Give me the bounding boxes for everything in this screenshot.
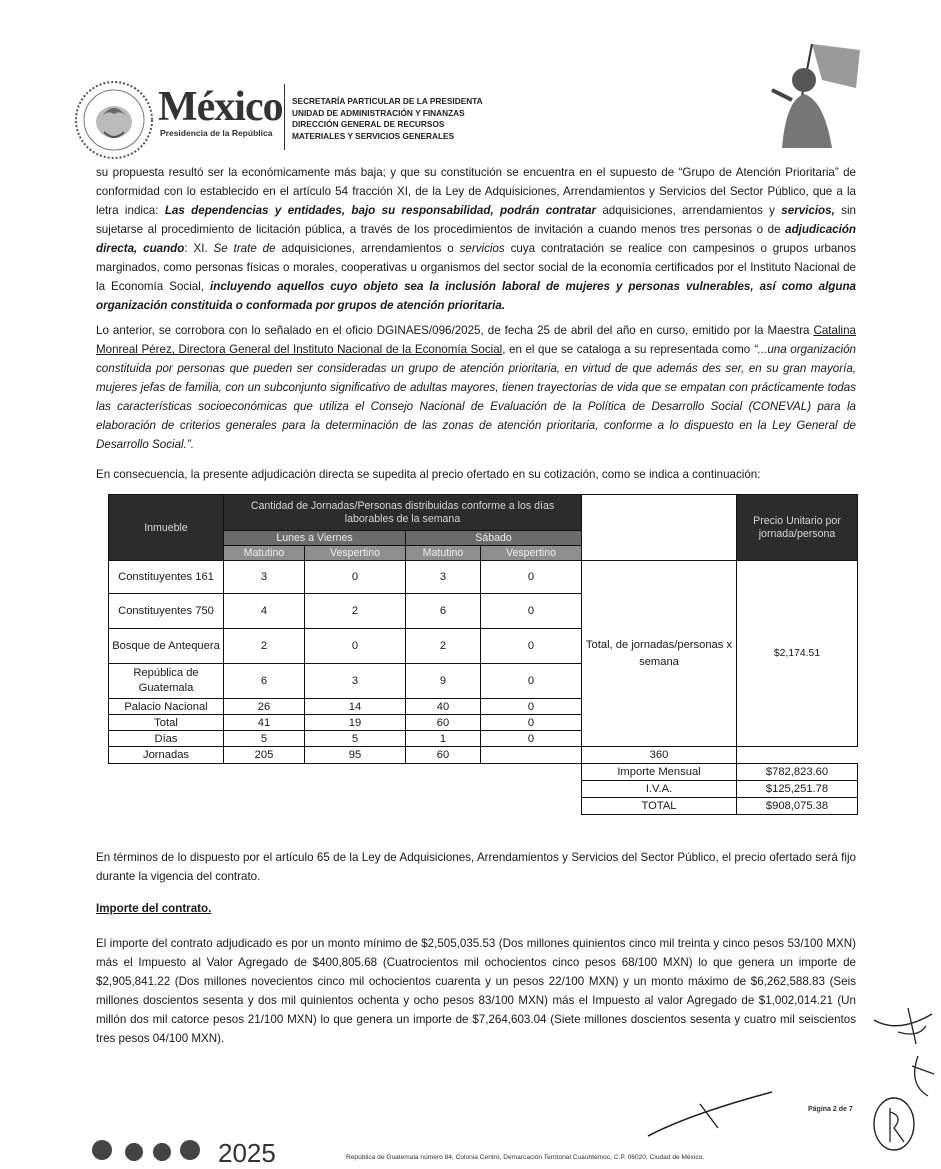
office-line: MATERIALES Y SERVICIOS GENERALES bbox=[292, 130, 455, 141]
text-run: cuya contratación se realice con campesinos o grupos urbanos marginados, como personas físicas o morales, cooperativas u organismos del sector social de la economía certificados por el Instituto Nacional de la Economía Social, bbox=[96, 242, 857, 293]
cell-value: 3 bbox=[305, 664, 406, 699]
cell-value: 0 bbox=[305, 629, 406, 664]
handwritten-initials-icon bbox=[868, 1004, 941, 1158]
section-heading: Importe del contrato. bbox=[96, 902, 212, 915]
cell-inmueble: República de Guatemala bbox=[109, 664, 224, 699]
footer-address: República de Guatemala número 84, Colonia Centro, Demarcación Territorial Cuauhtémoc, C.P. 06020, Ciudad de México. bbox=[346, 1154, 705, 1161]
cell-value: 0 bbox=[481, 594, 582, 629]
paragraph-consequence: En consecuencia, la presente adjudicación directa se supedita al precio ofertado en su cotización, como se indica a continuación: bbox=[96, 468, 761, 481]
cell-value: 9 bbox=[406, 664, 481, 699]
empty-cell bbox=[109, 764, 582, 781]
text-run: servicios bbox=[459, 242, 505, 255]
text-run: Lo anterior, se corrobora con lo señalado en el oficio DGINAES/096/2025, de fecha 25 de abril del año en curso, emitido por la Maestra bbox=[96, 324, 814, 337]
office-line: SECRETARÍA PARTICULAR DE LA PRESIDENTA bbox=[292, 96, 483, 106]
text-run: incluyendo aquellos cuyo objeto sea la inclusión laboral de mujeres y personas vulnerables, así como alguna organización constituida o conformada por grupos de atención prioritaria. bbox=[96, 280, 856, 312]
blank-header-cell bbox=[582, 495, 737, 561]
cell-value: 2 bbox=[305, 594, 406, 629]
cell-value: 60 bbox=[406, 715, 481, 731]
summary-value: $125,251.78 bbox=[737, 781, 858, 798]
text-run: su propuesta resultó ser la económicamente más baja; y que su constitución se encuentra en el supuesto de “Grupo de Atención Prioritaria” de conformidad con lo establecido en el artículo 54 fracción XI, de la Ley de Adquisiciones, Arrendamientos y Servicios del Sector Público, que a la letra indica: bbox=[96, 166, 856, 217]
text-run: adjudicación directa, cuando bbox=[96, 223, 856, 255]
summary-row bbox=[109, 781, 858, 798]
quoted-text: “...una organización constituida por personas que pueden ser consideradas un grupo de atención prioritaria, en virtud de que además des ser, en su gran mayoría, mujeres jefas de familia, con un subconjunto significativo de adultas mayores, tienen trayectorias de vida que se empatan con prácticamente todas las características socioeconómicas que utiliza el Consejo Nacional de Evaluación de la Política de Desarrollo Social (CONEVAL) para la elaboración de criterios generales para la determinación de las zonas de atención prioritaria, conforme a lo dispuesto en la Ley General de Desarrollo Social.”. bbox=[96, 343, 856, 451]
summary-row bbox=[109, 798, 858, 815]
office-line: UNIDAD DE ADMINISTRACIÓN Y FINANZAS bbox=[292, 107, 465, 118]
page-number: Página 2 de 7 bbox=[808, 1106, 853, 1113]
cell-value: 95 bbox=[305, 747, 406, 764]
text-run: Las dependencias y entidades, bajo su responsabilidad, podrán contratar bbox=[164, 204, 596, 217]
cell-value: 14 bbox=[305, 699, 406, 715]
cell-value: 205 bbox=[224, 747, 305, 764]
cell-value: 0 bbox=[481, 664, 582, 699]
paragraph-corroboration bbox=[96, 321, 856, 454]
cell-value: 0 bbox=[481, 715, 582, 731]
col-header-precio: Precio Unitario por jornada/persona bbox=[737, 495, 858, 561]
cell-value: 2 bbox=[224, 629, 305, 664]
cell-total-label: Total, de jornadas/personas x semana bbox=[582, 561, 737, 747]
logo-subtitle: Presidencia de la República bbox=[160, 128, 273, 138]
cell-value: 6 bbox=[224, 664, 305, 699]
cell-value: 0 bbox=[481, 629, 582, 664]
cell-inmueble: Días bbox=[109, 731, 224, 747]
empty-cell bbox=[109, 798, 582, 815]
cell-value: 0 bbox=[481, 731, 582, 747]
cell-value: 26 bbox=[224, 699, 305, 715]
cell-value: 0 bbox=[481, 699, 582, 715]
cell-inmueble: Jornadas bbox=[109, 747, 224, 764]
cell-value: 41 bbox=[224, 715, 305, 731]
col-header-matutino: Matutino bbox=[406, 546, 481, 561]
empty-cell bbox=[109, 781, 582, 798]
cell-value: 6 bbox=[406, 594, 481, 629]
cell-jornadas-total: 360 bbox=[582, 747, 737, 764]
text-run: servicios, bbox=[781, 204, 835, 217]
cell-unit-price: $2,174.51 bbox=[737, 561, 858, 747]
col-header-sabado: Sábado bbox=[406, 531, 582, 546]
cell-inmueble: Total bbox=[109, 715, 224, 731]
text-run: : XI. bbox=[184, 242, 214, 255]
table-row bbox=[109, 561, 858, 594]
text-run: sin sujetarse al procedimiento de licitación pública, a través de los procedimientos de invitación a cuando menos tres personas o de bbox=[96, 204, 856, 236]
empty-cell bbox=[737, 747, 858, 764]
logo-wordmark: México bbox=[158, 84, 283, 130]
text-run: Se trate de bbox=[213, 242, 276, 255]
pricing-table bbox=[108, 494, 858, 815]
paragraph-contract-amount: El importe del contrato adjudicado es por un monto mínimo de $2,505,035.53 (Dos millones quinientos cinco mil treinta y cinco pesos 53/100 MXN) más el Impuesto al Valor Agregado de $400,805.68 (Cuatrocientos mil ochocientos cinco pesos 68/100 MXN) lo que genera un importe de $2,905,841.22 (Dos millones novecientos cinco mil ochocientos cuarenta y un pesos 22/100 MXN) y un monto máximo de $6,262,588.83 (Seis millones doscientos sesenta y dos mil quinientos ochenta y ocho pesos 83/100 MXN) más el Impuesto al valor Agregado de $1,002,014.21 (Un millón dos mil catorce pesos 21/100 MXN) lo que genera un importe de $7,264,603.04 (Siete millones doscientos sesenta y cuatro mil seiscientos tres pesos 04/100 MXN). bbox=[96, 937, 856, 1045]
cell-inmueble: Bosque de Antequera bbox=[109, 629, 224, 664]
col-header-vespertino: Vespertino bbox=[481, 546, 582, 561]
office-name-block bbox=[292, 96, 483, 142]
text-run: , en el que se cataloga a su representada como bbox=[502, 343, 754, 356]
summary-row bbox=[109, 764, 858, 781]
cell-inmueble: Constituyentes 750 bbox=[109, 594, 224, 629]
national-seal-icon bbox=[74, 80, 154, 160]
cell-value: 19 bbox=[305, 715, 406, 731]
summary-value: $782,823.60 bbox=[737, 764, 858, 781]
paragraph-fixed-price: En términos de lo dispuesto por el artículo 65 de la Ley de Adquisiciones, Arrendamientos y Servicios del Sector Público, el precio ofertado será fijo durante la vigencia del contrato. bbox=[96, 851, 856, 883]
text-run: adquisiciones, arrendamientos y bbox=[595, 204, 782, 217]
cell-value: 5 bbox=[305, 731, 406, 747]
text-run: adquisiciones, arrendamientos o bbox=[275, 242, 460, 255]
director-name-underlined: Catalina Monreal Pérez, Directora General del Instituto Nacional de la Economía Social bbox=[96, 324, 856, 356]
col-header-inmueble: Inmueble bbox=[109, 495, 224, 561]
summary-label: Importe Mensual bbox=[582, 764, 737, 781]
cell-value: 5 bbox=[224, 731, 305, 747]
header-divider bbox=[284, 84, 285, 150]
cell-value: 3 bbox=[224, 561, 305, 594]
col-header-lunes: Lunes a Viernes bbox=[224, 531, 406, 546]
cell-value: 4 bbox=[224, 594, 305, 629]
cell-value bbox=[481, 747, 582, 764]
summary-label: TOTAL bbox=[582, 798, 737, 815]
footer-year: 2025 bbox=[218, 1138, 276, 1168]
table-row bbox=[109, 747, 858, 764]
cell-value: 1 bbox=[406, 731, 481, 747]
heroines-footer-icon bbox=[90, 1136, 210, 1162]
cell-value: 40 bbox=[406, 699, 481, 715]
office-line: DIRECCIÓN GENERAL DE RECURSOS bbox=[292, 119, 445, 129]
cell-value: 3 bbox=[406, 561, 481, 594]
cell-value: 60 bbox=[406, 747, 481, 764]
col-header-cantidad: Cantidad de Jornadas/Personas distribuidas conforme a los días laborables de la semana bbox=[224, 495, 582, 531]
cell-value: 2 bbox=[406, 629, 481, 664]
cell-inmueble: Constituyentes 161 bbox=[109, 561, 224, 594]
heroine-illustration-icon bbox=[752, 40, 864, 152]
cell-value: 0 bbox=[481, 561, 582, 594]
col-header-matutino: Matutino bbox=[224, 546, 305, 561]
handwritten-signature-icon bbox=[640, 1084, 780, 1144]
paragraph-justification bbox=[96, 163, 856, 315]
summary-label: I.V.A. bbox=[582, 781, 737, 798]
col-header-vespertino: Vespertino bbox=[305, 546, 406, 561]
cell-inmueble: Palacio Nacional bbox=[109, 699, 224, 715]
cell-value: 0 bbox=[305, 561, 406, 594]
summary-value: $908,075.38 bbox=[737, 798, 858, 815]
